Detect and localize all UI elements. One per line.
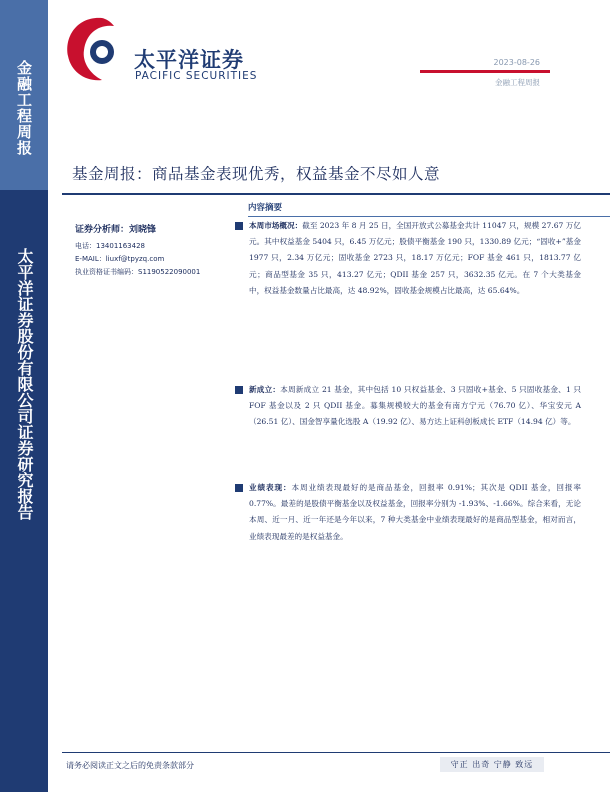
title-divider [62,193,610,195]
bullet-square-icon [235,484,243,492]
summary-paragraph-performance [249,480,581,545]
analyst-certificate: 执业资格证书编码：S1190522090001 [75,268,201,276]
analyst-info [75,222,245,279]
bullet-square-icon [235,386,243,394]
summary-divider [248,216,610,217]
pacific-logo-icon [62,10,128,84]
logo-chinese-name: 太平洋证券 [134,48,244,72]
header-accent-bar [420,70,550,73]
company-logo [62,10,262,84]
paragraph-text: 本周业绩表现最好的是商品基金，回报率 0.91%；其次是 QDII 基金，回报率 0.77%。最差的是股债平衡基金以及权益基金，回报率分别为 -1.93%、-1.66%。综合来看，无论本周、近一月、近一年还是今年以来，7 种大类基金中业绩表现最好的是商品型基金，相对而言，业绩表现最差的是权益基金。 [249,483,581,541]
bullet-square-icon [235,222,243,230]
sidebar-company-label: 太平洋证券股份有限公司证券研究报告 [15,248,34,520]
logo-english-name: PACIFIC SECURITIES [135,70,258,82]
footer-disclaimer: 请务必阅读正文之后的免责条款部分 [66,761,194,770]
paragraph-lead: 业绩表现： [249,483,292,492]
report-date: 2023-08-26 [493,58,540,67]
header-report-type: 金融工程周报 [495,78,540,87]
footer-motto: 守正 出奇 宁静 致远 [440,757,544,772]
analyst-name: 证券分析师：刘晓锋 [75,225,157,235]
report-title: 基金周报：商品基金表现优秀，权益基金不尽如人意 [72,165,441,183]
paragraph-text: 截至 2023 年 8 月 25 日，全国开放式公募基金共计 11047 只，规模 27.67 万亿元。其中权益基金 5404 只，6.45 万亿元；股债平衡基金 190 只，1330.89 亿元；“固收+”基金 1977 只，2.34 万亿元；固收基金 2723 只，18.17 万亿元；FOF 基金 461 只，1813.77 亿元；商品型基金 35 只，413.27 亿元；QDII 基金 257 只，3632.35 亿元。在 7 个大类基金中，权益基金数量占比最高，达 48.92%，固收基金规模占比最高，达 65.64%。 [249,221,581,295]
paragraph-lead: 本周市场概况： [249,221,303,230]
paragraph-lead: 新成立： [249,385,281,394]
summary-paragraph-new-funds [249,382,581,431]
analyst-phone: 电话：13401163428 [75,242,145,250]
summary-heading: 内容摘要 [248,203,283,213]
footer-divider [62,752,610,753]
paragraph-text: 本周新成立 21 基金，其中包括 10 只权益基金、3 只固收+基金、5 只固收基金、1 只 FOF 基金以及 2 只 QDII 基金。募集规模较大的基金有南方宁元（76.70 亿）、华宝安元 A（26.51 亿）、国金智享量化选股 A（19.92 亿）、易方达上证科创板成长 ETF（14.94 亿）等。 [249,385,582,427]
sidebar-report-type-label: 金融工程周报 [15,60,33,156]
analyst-email[interactable]: E-MAIL：liuxf@tpyzq.com [75,255,165,263]
summary-paragraph-market [249,218,581,299]
